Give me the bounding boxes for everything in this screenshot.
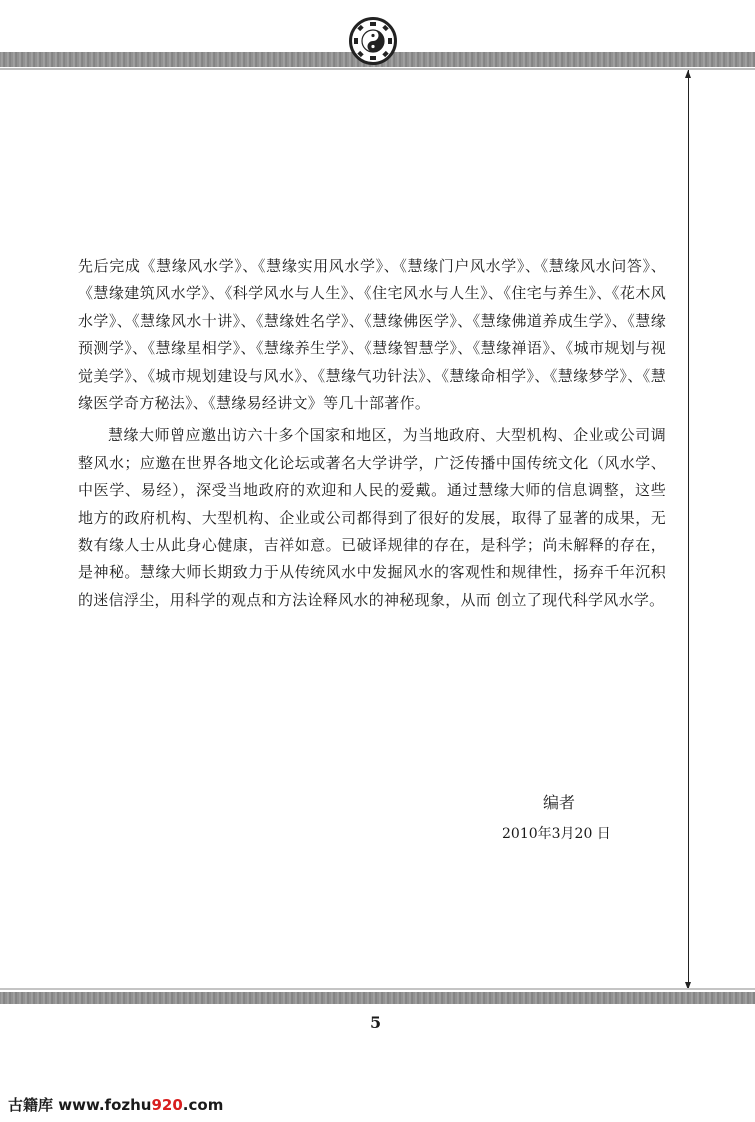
site-watermark [8, 1094, 223, 1115]
watermark-site-name: 古籍库 [8, 1096, 54, 1114]
signature-date: 2010年3月20 日 [502, 826, 611, 842]
footer-decorative-band [0, 992, 755, 1004]
bagua-yinyang-icon [349, 17, 397, 65]
editor-signature: 编者 [543, 793, 576, 812]
preface-body [78, 253, 666, 614]
watermark-url-number: 920 [151, 1096, 183, 1114]
watermark-url-prefix: www.fozhu [58, 1096, 152, 1114]
paragraph-works-list: 先后完成《慧缘风水学》、《慧缘实用风水学》、《慧缘门户风水学》、《慧缘风水问答》、《慧缘建筑风水学》、《科学风水与人生》、《住宅风水与人生》、《住宅与养生》、《花木风水学》、《慧缘风水十讲》、《慧缘姓名学》、《慧缘佛医学》、《慧缘佛道养成生学》、《慧缘预测学》、《慧缘星相学》、《慧缘养生学》、《慧缘智慧学》、《慧缘禅语》、《城市规划与视觉美学》、《城市规划建设与风水》、《慧缘气功针法》、《慧缘命相学》、《慧缘梦学》、《慧缘医学奇方秘法》、《慧缘易经讲文》等几十部著作。 [78, 257, 666, 413]
page-number: 5 [370, 1013, 382, 1032]
paragraph-biography: 慧缘大师曾应邀出访六十多个国家和地区，为当地政府、大型机构、企业或公司调整风水；应邀在世界各地文化论坛或著名大学讲学，广泛传播中国传统文化（风水学、中医学、易经），深受当地政府的欢迎和人民的爱戴。通过慧缘大师的信息调整，这些地方的政府机构、大型机构、企业或公司都得到了很好的发展，取得了显著的成果，无数有缘人士从此身心健康，吉祥如意。已破译规律的存在，是科学；尚未解释的存在，是神秘。慧缘大师长期致力于从传统风水中发掘风水的客观性和规律性，扬弃千年沉积的迷信浮尘，用科学的观点和方法诠释风水的神秘现象，从而 创立了现代科学风水学。 [78, 426, 666, 609]
side-margin-rule [688, 70, 689, 990]
watermark-url-suffix: .com [182, 1096, 224, 1114]
